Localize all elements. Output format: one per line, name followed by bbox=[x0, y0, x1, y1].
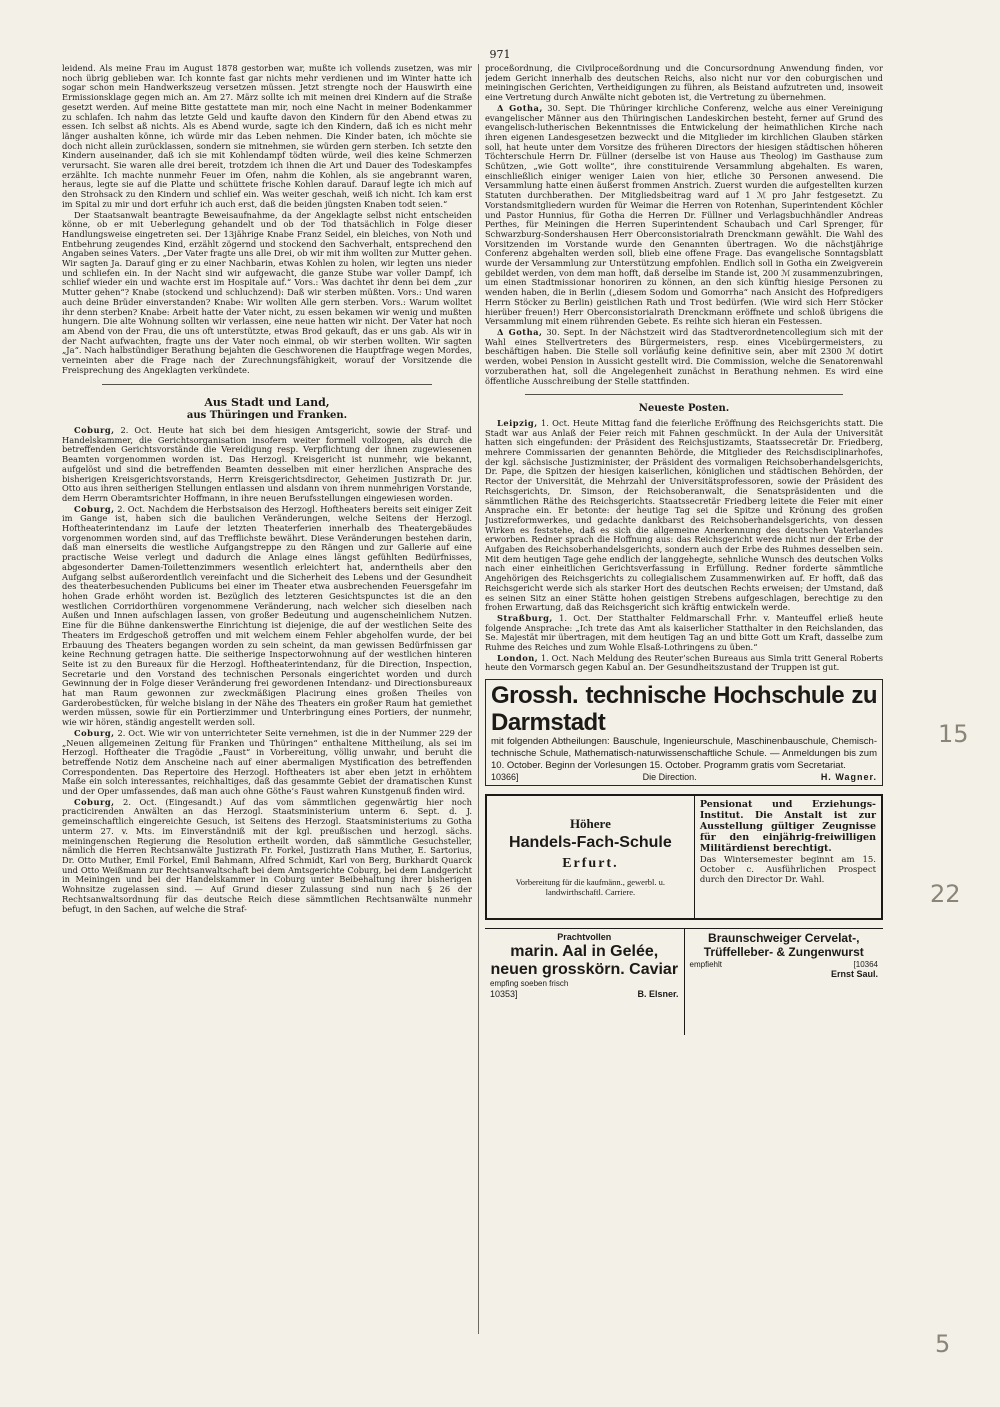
dateline-place: Leipzig, bbox=[497, 417, 538, 428]
right-column bbox=[485, 64, 883, 1334]
ad-small: empfiehlt bbox=[689, 959, 722, 969]
ad-code: 10366] bbox=[491, 771, 519, 782]
page-number: 971 bbox=[489, 48, 511, 61]
news-text: 30. Sept. In der Nächstzeit wird das Stadtverordnetencollegium sich mit der Wahl eines Stellvertreters des Bürgermeisters, resp. eines Vicebürgermeisters, zu beschäftigen haben. Die Stelle soll vorläufig keine definitive sein, aber mit 2300 ℳ dotirt werden, wobei Pension in Aussicht gestellt wird. Die Commission, welche die Senatorenwahl vorzuberathen hat, soll die Angelegenheit zunächst in Berathung nehmen. Es wird eine öffentliche Ausschreibung der Stelle stattfinden. bbox=[485, 326, 883, 386]
news-item bbox=[485, 614, 883, 653]
section-title: Aus Stadt und Land, bbox=[204, 395, 330, 409]
news-item bbox=[485, 104, 883, 327]
dateline-place: Coburg, bbox=[74, 796, 115, 807]
news-item bbox=[62, 505, 472, 728]
news-item bbox=[62, 729, 472, 797]
ad-aal bbox=[485, 929, 685, 1035]
ad-code: [10364 bbox=[853, 959, 878, 969]
ad-line: Erfurt. bbox=[562, 855, 619, 871]
news-text: 2. Oct. Wie wir von unterrichteter Seite vernehmen, ist die in der Nummer 229 der „Neuen allgemeinen Zeitung für Franken und Thüringen“ enthaltene Mittheilung, als sei im Herzogl. Hoftheater die Tragödie „Faust“ in Vorbereitung, völlig unwahr, und beruht die betreffende Notiz dem Anscheine nach auf einer abermaligen Mystification des betreffenden Correspondenten. Das Repertoire des Herzogl. Hoftheaters ist aber eben jetzt in erhöhtem Maße ein solch interessantes, reichhaltiges, daß das gesammte Gebiet der dramatischen Kunst und der Oper umfassendes, daß man auch ohne Göthe’s Faust wahren Kunstgenuß finden wird. bbox=[62, 727, 472, 797]
ad-signer-role: Die Direction. bbox=[642, 771, 697, 782]
margin-note: 22 bbox=[930, 880, 961, 908]
ad-footer bbox=[690, 960, 879, 969]
section-subtitle: aus Thüringen und Franken. bbox=[186, 410, 348, 422]
ad-signer: B. Elsner. bbox=[637, 988, 679, 999]
ad-footer bbox=[490, 989, 679, 1000]
section-rule bbox=[102, 384, 432, 385]
ad-signer: H. Wagner. bbox=[820, 771, 877, 782]
ad-wurst bbox=[685, 929, 884, 1035]
ad-head: Prachtvollen bbox=[557, 932, 612, 943]
margin-note: 5 bbox=[935, 1330, 951, 1358]
news-text: 1. Oct. Nach Meldung des Reuter’schen Bureaus aus Simla tritt General Roberts heute den Vormarsch gegen Kabul an. Der Gesundheitszustand der Truppen ist gut. bbox=[485, 652, 883, 673]
ad-footer bbox=[491, 772, 877, 783]
ad-body: mit folgenden Abtheilungen: Bauschule, Ingenieurschule, Maschinenbauschule, Chemisch-technische Schule, Mathematisch-naturwissenschaftliche Schule. — Anmeldungen bis zum 10. October. Beginn der Vorlesungen 15. October. Programm gratis vom Secretariat. bbox=[491, 735, 877, 771]
dateline-place: Straßburg, bbox=[497, 612, 553, 623]
news-text: 2. Oct. Heute hat sich bei dem hiesigen Amtsgericht, sowie der Straf- und Handelskammer, die Gerichtsorganisation insofern weiter formell vollzogen, als durch die betreffenden Gerichtsvorstände die Vereidigung resp. Verpflichtung der ihnen zugewiesenen Beamten vorgenommen worden ist. Das Herzogl. Kreisgericht ist nunmehr, wie bekannt, aufgelöst und sind die betreffenden Beamten desselben mit einer herzlichen Ansprache des bisherigen Kreisgerichtsvorstands, Herrn Kreisgerichtsdirector, Geheimen Justizrath Dr. jur. Otto aus ihren seitherigen Stellungen entlassen und alsdann von ihrem nunmehrigen Vorstande, dem Herrn Oberamtsrichter Hoffmann, in ihre neuen Berufsstellungen eingewiesen worden. bbox=[62, 425, 472, 503]
section-rule bbox=[525, 394, 843, 395]
ad-erfurt-main bbox=[487, 796, 695, 918]
ad-small: empfing soeben frisch bbox=[490, 979, 569, 989]
ad-main: Braunschweiger Cervelat-, Trüffelleber- & Zungenwurst bbox=[703, 931, 864, 959]
ad-side-body: Das Wintersemester beginnt am 15. October c. Ausführlichen Prospect durch den Director Dr. Wahl. bbox=[699, 854, 876, 886]
news-section-title: Neueste Posten. bbox=[638, 403, 730, 415]
column-divider bbox=[478, 64, 479, 1334]
ad-headline: Grossh. technische Hochschule zu Darmstadt bbox=[491, 682, 877, 736]
ad-signer: Ernst Saul. bbox=[830, 969, 878, 980]
dateline-place: Δ Gotha, bbox=[497, 102, 543, 113]
ad-code: 10353] bbox=[490, 988, 518, 999]
dateline-place: Coburg, bbox=[74, 727, 115, 738]
ad-line: Vorbereitung für die kaufmänn., gewerbl. u. landwirthschaftl. Carriere. bbox=[515, 877, 666, 898]
left-column bbox=[62, 64, 472, 1334]
ad-main: marin. Aal in Gelée, neuen grosskörn. Caviar bbox=[490, 942, 679, 978]
news-item bbox=[62, 426, 472, 504]
dateline-place: Coburg, bbox=[74, 425, 115, 436]
news-text: 30. Sept. Die Thüringer kirchliche Conferenz, welche aus einer Vereinigung evangelischer Männer aus den Thüringischen Landeskirchen besteht, ferner auf Grund des evangelisch-lutherischen Bekenntnisses die Entwickelung der heimathlichen Kirche nach ihren eigenen Landesgesetzen bezweckt und die Mitglieder im kirchlichen Glauben stärken soll, hat heute unter dem Vorsitze des früheren Directors der hiesigen städtischen höheren Töchterschule Herrn Dr. Füllner (derselbe ist von Hause aus Theolog) im Gasthause zum Schützen, „wie Gott wollte“, ihre constituirende Versammlung abgehalten. Es waren, einschließlich einiger weniger Laien von hier, etliche 30 Personen anwesend. Die Versammlung hatte einen äußerst frommen Anstrich. Zuerst wurden die aufgestellten kurzen Statuten durchberathen. Der Mitgliedsbeitrag ward auf 1 ℳ pro Jahr festgesetzt. Zu Vorstandsmitgliedern wurden für Weimar die Herren von Rotenhan, Superintendent Köchler und Pastor Hunnius, für Gotha die Herren Dr. Füllner und Verlagsbuchhändler Andreas Perthes, für Meiningen die Herren Superintendent Schaubach und Carl Sprenger, für Schwarzburg-Sondershausen Herr Oberconsistorialrath Drenckmann gewählt. Die Wahl des Vorsitzenden im Vorstande wurde den Genannten übertragen. Wo die nächstjährige Conferenz abgehalten werden soll, blieb eine offene Frage. Das evangelische Sonntagsblatt wurde der Versammlung zur Unterstützung empfohlen. Endlich soll in Gotha ein Zweigverein gebildet werden, von dem man hofft, daß derselbe im Stande ist, 200 ℳ zusammenzubringen, um einen Stadtmissionar honoriren zu können, an den sich künftig hiesige Personen zu wenden haben, die in Berlin („diesem Sodom und Gomorrha“ nach Ansicht des Hofpredigers Herrn Stöcker zu Berlin) geistlichen Rath und Trost bedürfen. (Wie wird sich Herr Stöcker hierüber freuen!) Herr Oberconsistorialrath Drenckmann eröffnete und schloß übrigens die Versammlung mit einem rührenden Gebete. Es reihte sich hieran ein Festessen. bbox=[485, 102, 883, 327]
ad-side-title: Pensionat und Erziehungs-Institut. Die Anstalt ist zur Ausstellung gültiger Zeugnisse für den einjährig-freiwilligen Militärdienst berechtigt. bbox=[699, 799, 876, 854]
margin-note: 15 bbox=[938, 720, 969, 748]
news-text: 2. Oct. (Eingesandt.) Auf das vom sämmtlichen gegenwärtig hier noch practicirenden Anwälten an das Herzogl. Staatsministerium unterm 6. Sept. d. J. gemeinschaftlich eingereichte Gesuch, ist Seitens des Herzogl. Staatsministeriums zu Gotha unterm 27. v. Mts. im Einverständniß mit der kgl. preußischen und herzogl. sächs. meiningenschen Regierung die Resolution ertheilt worden, daß sämmtliche Gesuchsteller, nämlich die Herren Rechtsanwälte Justizrath Fr. Forkel, Justizrath Hans Muther, E. Sartorius, Dr. Otto Muther, Emil Forkel, Emil Bahmann, Alfred Schmidt, Karl von Berg, Burkhardt Quarck und Otto Weißmann zur Rechtsanwaltschaft bei dem Amtsgerichte Coburg, bei dem Landgericht in Meiningen und bei der Handelskammer in Coburg unter Beibehaltung ihrer bisherigen Wohnsitze zugelassen sind. — Auf Grund dieser Zulassung sind nun nach § 26 der Rechtsanwaltsordnung für das deutsche Reich diese sämmtlichen Rechtsanwälte nunmehr befugt, in den Sachen, auf welche die Straf- bbox=[62, 796, 472, 914]
news-item bbox=[485, 654, 883, 673]
ad-line: Höhere bbox=[569, 816, 611, 831]
news-text: 1. Oct. Der Statthalter Feldmarschall Frhr. v. Manteuffel erließ heute folgende Ansprache: „Ich trete das Amt als kaiserlicher Statthalter in den Reichslanden, das Se. Majestät mir übertragen, mit dem heutigen Tag an und bitte Gott um Kraft, dasselbe zum Ruhme des Reiches und zum Wohle Elsaß-Lothringens zu üben.“ bbox=[485, 612, 883, 653]
ad-erfurt bbox=[485, 794, 883, 920]
news-item bbox=[485, 419, 883, 613]
news-text: 2. Oct. Nachdem die Herbstsaison des Herzogl. Hoftheaters bereits seit einiger Zeit im Gange ist, haben sich die baulichen Veränderungen, welche Seitens der Herzogl. Hoftheaterintendanz im Laufe der letzten Theaterferien innerhalb des Theatergebäudes vorgenommen worden sind, auf das Trefflichste bewährt. Diese Veränderungen bestehen darin, daß man einerseits die westliche Aufgangstreppe zu den Rängen und zur Gallerie auf eine practische Weise verlegt und dadurch die Anlage eines längst gefühlten Bedürfnisses, abgesonderter Damen-Toilettenzimmers wesentlich erleichtert hat, anderntheils aber den Aufgang selbst außerordentlich vereinfacht und die Sicherheit des Lebens und der Gesundheit des theaterbesuchenden Publicums bei einer im Theater etwa ausbrechenden Feuersgefahr im hohen Grade erhöht worden ist. Bezüglich des letzteren Gesichtspunctes ist die an den westlichen Corridorthüren vorgenommene Veränderung, nach welcher sich dieselben nach Außen und Innen aufschlagen lassen, von großer Bedeutung und augenscheinlichem Nutzen. Eine für die Bühne dankenswerthe Einrichtung ist diejenige, die auf der westlichen Seite des Theaters im Erdgeschoß getroffen und mit welchem einem Fehler abgeholfen wurde, der bei Erbauung des Theaters begangen worden zu sein scheint, da man gewissen Bedürfnissen gar keine Rechnung getragen hatte. Die seitherige Inspectorwohnung auf der westlichen hinteren Seite ist zu den Bureaux für die Herzogl. Hoftheaterintendanz, für die Direction, Inspection, Secretarie und den Vorstand des technischen Personals eingerichtet worden und durch Gewinnung der in Folge dieser Veränderung frei gewordenen Intendanz- und Directionsbureaux hat man Raum gewonnen zur zweckmäßigen Placirung eines großen Theiles von Garderobestücken, für welche bislang in der Nähe des Theaters ein großer Raum hat gemiethet werden müssen, sowie für ein Portierzimmer und Unterbringung eines Portiers, der nunmehr, wie wir hören, ständig angestellt werden soll. bbox=[62, 503, 472, 728]
dateline-place: London, bbox=[497, 652, 539, 663]
article-paragraph: leidend. Als meine Frau im August 1878 gestorben war, mußte ich vollends zusetzen, was mir noch übrig geblieben war. Ich konnte fast gar nichts mehr verdienen und im Winter hatte ich sogar schon mein Handwerkszeug versetzen müssen. Jetzt strengte noch der Hauswirth eine Ermissionsklage gegen mich an. Am 27. März sollte ich mit meinen drei Kindern auf die Straße gesetzt werden. Auf meine Bitte gestattete man mir, noch eine Nacht in meiner Bodenkammer zu schlafen. Ich nahm das letzte Geld und kaufte davon den Kindern für den Abend etwas zu essen. Ich selbst aß nichts. Als es Abend wurde, sagte ich den Kindern, daß ich es nicht mehr länger aushalten könne, ich würde mir das Leben nehmen. Die Kinder baten, ich möchte sie doch nicht allein zurücklassen, sondern sie mitnehmen, sie würden gern sterben. Ich setzte den Kindern auseinander, daß ich sie mit Kohlendampf tödten würde, weil dies keine Schmerzen verursacht. Sie waren alle drei bereit, trotzdem ich ihnen die Art und Dauer des Todeskampfes erzählte. Ich machte nunmehr Feuer im Ofen, nahm die Kohlen, als sie angebrannt waren, heraus, legte sie auf die Platte und schüttete frische Kohlen darauf. Darauf legte ich mich auf den Strohsack zu den Kindern und schlief ein. Was weiter geschah, weiß ich nicht. Ich kam erst im Spital zu mir und dort erfuhr ich auch erst, daß die beiden jüngsten Knaben todt seien.“ bbox=[62, 64, 472, 209]
ad-row-bottom bbox=[485, 928, 883, 1035]
article-paragraph: proceßordnung, die Civilproceßordnung und die Concursordnung Anwendung finden, vor jedem Gericht innerhalb des deutschen Reichs, also nicht nur vor den coburgischen und meiningischen Gerichten, Vertheidigungen zu führen, als Beistand aufzutreten und, insoweit eine Vertretung durch Anwälte nicht geboten ist, die Vertretung zu übernehmen. bbox=[485, 64, 883, 103]
ad-line: Handels-Fach-Schule bbox=[509, 834, 672, 852]
article-paragraph: Der Staatsanwalt beantragte Beweisaufnahme, da der Angeklagte selbst nicht entscheiden könne, ob er mit Ueberlegung gehandelt und ob der Tod thatsächlich in Folge dieser Handlungsweise eingetreten sei. Der 13jährige Knabe Franz Seidel, ein bleiches, von Noth und Entbehrung zeugendes Kind, erzählt zögernd und stockend den Sachverhalt, entsprechend den Angaben seines Vaters. „Der Vater fragte uns alle Drei, ob wir mit ihm wollten zur Mutter gehen. Wir sagten Ja. Darauf ging er zu einer Nachbarin, etwas Kohlen zu holen, wir legten uns nieder und schliefen ein. In der Nacht sind wir aufgewacht, die ganze Stube war voller Dampf, ich schlief wieder ein und wachte erst im Hospitale auf.“ Vors.: Was dachtet ihr denn bei dem „zur Mutter gehen“? Knabe (stockend und schluchzend): Daß wir sterben müßten. Vors.: Und waren auch deine Brüder einverstanden? Knabe: Wir wollten Alle gern sterben. Vors.: Warum wolltet ihr denn sterben? Knabe: Arbeit hatte der Vater nicht, zu essen bekamen wir wenig und mußten hungern. Die alte Wohnung sollten wir verlassen, eine neue hatten wir nicht. Der Vater hat noch am Abend von der Frau, die uns oft unterstützte, etwas Brod gekauft, das er uns gab. Als wir in der Nacht aufwachten, fragte uns der Vater noch einmal, ob wir sterben wollten. Wir sagten „Ja“. Nach halbstündiger Berathung bejahten die Geschworenen die Hauptfrage wegen Mordes, verneinten aber die Frage nach der Zurechnungsfähigkeit, worauf der Vorsitzende die Freisprechung des Angeklagten verkündete. bbox=[62, 209, 472, 375]
news-item bbox=[62, 798, 472, 914]
ad-darmstadt bbox=[485, 679, 883, 786]
news-item bbox=[485, 328, 883, 386]
dateline-place: Δ Gotha, bbox=[497, 326, 543, 337]
ad-erfurt-side bbox=[695, 796, 881, 918]
dateline-place: Coburg, bbox=[74, 503, 115, 514]
news-text: 1. Oct. Heute Mittag fand die feierliche Eröffnung des Reichsgerichts statt. Die Stadt war aus Anlaß der Feier reich mit Fahnen geschmückt. In der Aula der Universität hatten sich eingefunden: der Präsident des Reichsjustizamts, Staatssecretär Dr. Friedberg, mehrere Commissarien der genannten Behörde, die Mitglieder des Reichsdisciplinarhofes, der kgl. sächsische Justizminister, der Präsident des vormaligen Reichsoberhandelsgerichts, Dr. Pape, die Spitzen der hiesigen kaiserlichen, königlichen und städtischen Behörden, der Rector der Universität, die Mehrzahl der Universitätsprofessoren, sowie der Präsident des Reichsgerichts, Dr. Simson, der Reichsoberanwalt, die Senatspräsidenten und die sämmtlichen Räthe des Reichsgerichts. Staatssecretär Friedberg leitete die Feier mit einer Ansprache ein. Er betonte: der heutige Tag sei die Spitze und Krönung des großen Justizreformwerkes, und gedachte dankbarst des Reichsoberhandelsgerichts, von dessen Wirken es feststehe, daß es sich die allgemeine Anerkennung des deutschen Vaterlandes erworben. Redner sprach die Hoffnung aus: das Reichsgericht werde nicht nur der Erbe der Aufgaben des Reichsoberhandelsgerichts, sondern auch der Erbe des Ruhmes desselben sein. Mit dem heutigen Tage gehe endlich der langgehegte, sehnliche Wunsch des deutschen Volks nach einer einheitlichen Gerichtsverfassung in Erfüllung. Redner forderte sämmtliche Angehörigen des Reichsgerichts zu collegialischem Zusammenwirken auf. Er hofft, daß das Reichsgericht werde sich als starker Hort des deutschen Rechts erweisen; der Umstand, daß es seinen Sitz an einer Stätte hohen geistigen Strebens aufgeschlagen, berechtige zu den frohen Erwartung, daß das Reichsgericht sich kräftig entwickeln werde. bbox=[485, 417, 883, 613]
